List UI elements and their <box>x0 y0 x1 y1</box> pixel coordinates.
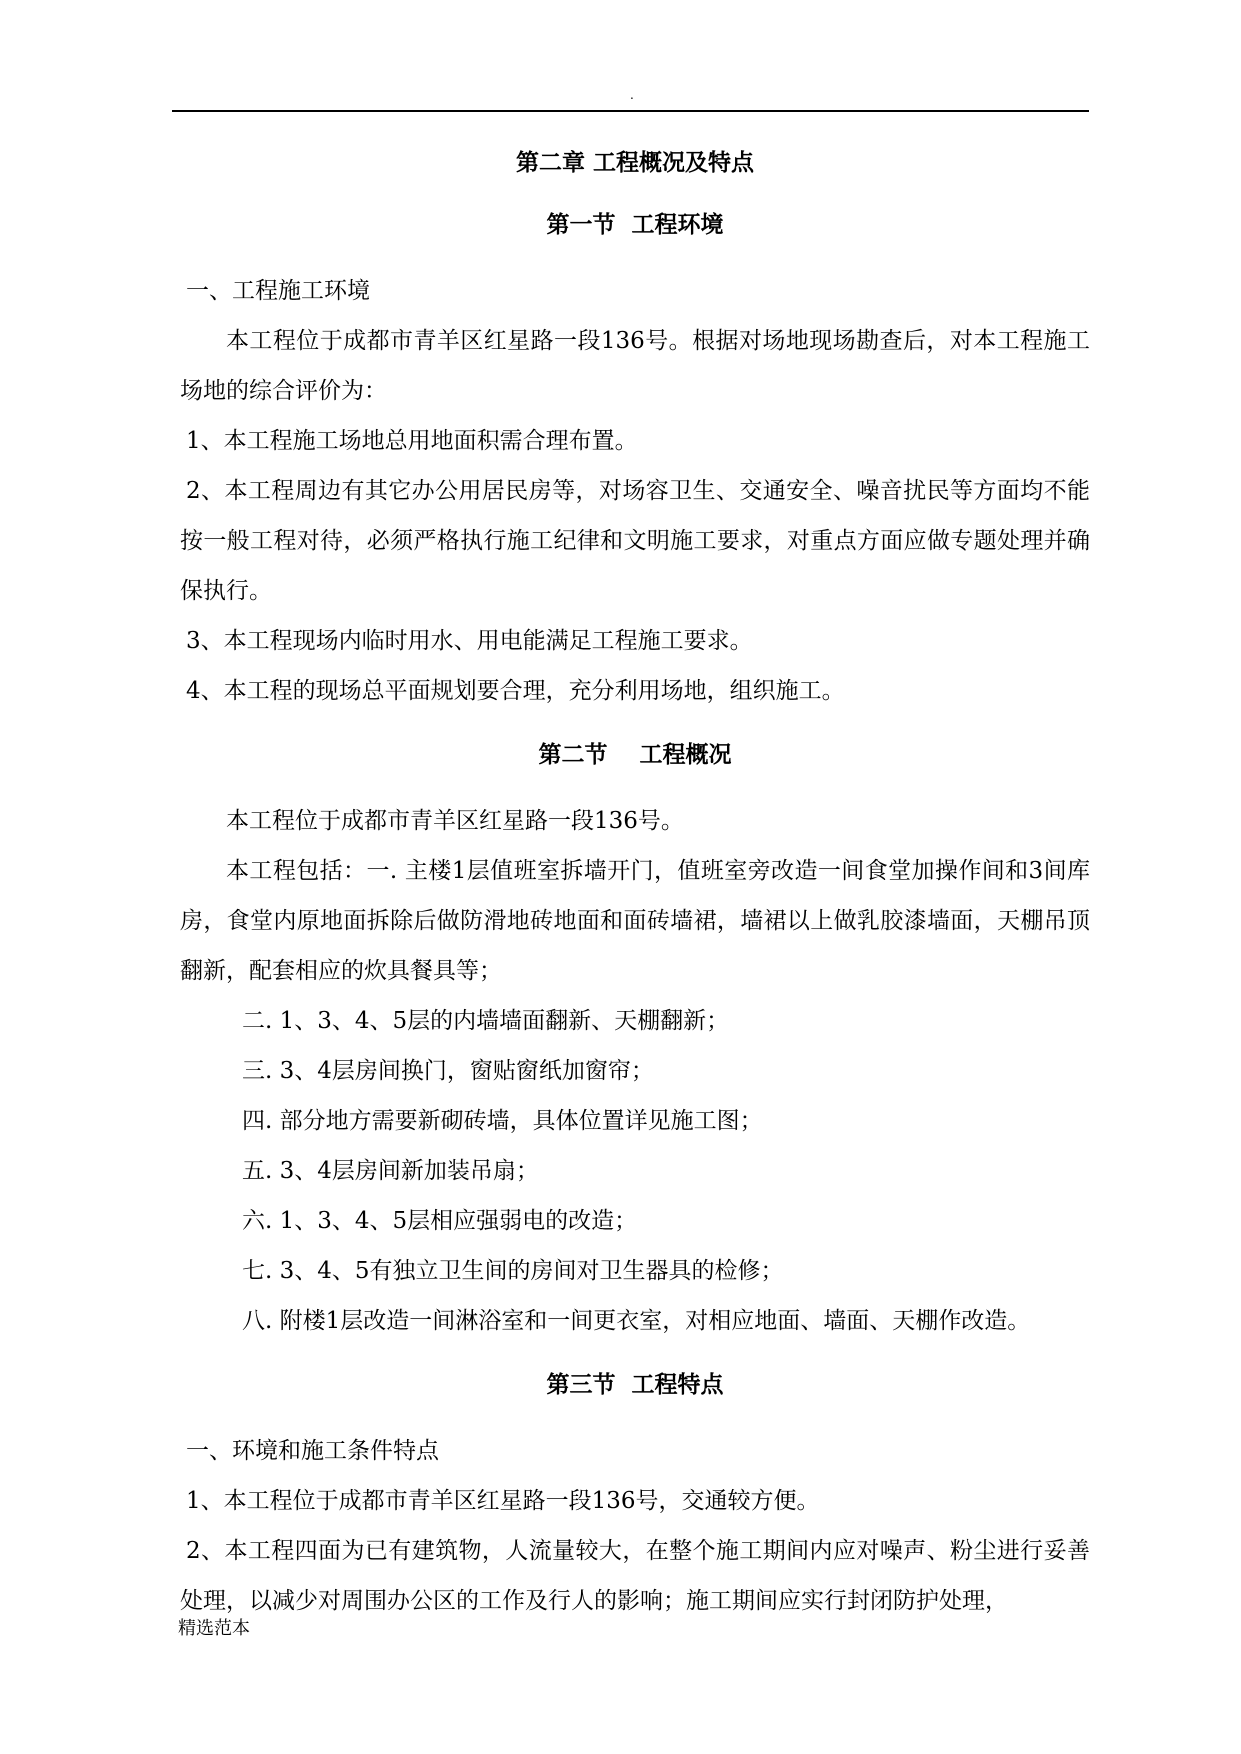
section2-scope-item: 四. 部分地方需要新砌砖墙，具体位置详见施工图； <box>242 1108 763 1134</box>
section1-item-1: 1、本工程施工场地总用地面积需合理布置。 <box>186 428 638 454</box>
section2-title: 第二节 工程概况 <box>538 742 732 768</box>
section1-item-4: 4、本工程的现场总平面规划要合理，充分利用场地，组织施工。 <box>186 678 845 704</box>
section1-subheading: 一、工程施工环境 <box>186 278 370 304</box>
section2-scope-item: 二. 1、3、4、5层的内墙墙面翻新、天棚翻新； <box>242 1008 730 1034</box>
section1-intro: 本工程位于成都市青羊区红星路一段136号。根据对场地现场勘查后，对本工程施工场地的综合评价为： <box>180 328 1090 404</box>
section2-scope-item: 六. 1、3、4、5层相应强弱电的改造； <box>242 1208 638 1234</box>
section1-title: 第一节 工程环境 <box>546 212 724 238</box>
section2-scope-intro: 本工程包括：一. 主楼1层值班室拆墙开门，值班室旁改造一间食堂加操作间和3间库房，食堂内原地面拆除后做防滑地砖地面和面砖墙裙，墙裙以上做乳胶漆墙面，天棚吊顶翻新，配套相应的炊具餐具等； <box>180 858 1090 984</box>
footer-text: 精选范本 <box>178 1618 250 1639</box>
section3-title: 第三节 工程特点 <box>546 1372 724 1398</box>
section2-scope-item: 三. 3、4层房间换门，窗贴窗纸加窗帘； <box>242 1058 654 1084</box>
section2-location: 本工程位于成都市青羊区红星路一段136号。 <box>226 808 684 834</box>
chapter-title: 第二章 工程概况及特点 <box>515 150 754 176</box>
section3-subheading: 一、环境和施工条件特点 <box>186 1438 439 1464</box>
section1-item-2: 2、本工程周边有其它办公用居民房等，对场容卫生、交通安全、噪音扰民等方面均不能按一般工程对待，必须严格执行施工纪律和文明施工要求，对重点方面应做专题处理并确保执行。 <box>180 478 1090 604</box>
section2-scope-item: 七. 3、4、5有独立卫生间的房间对卫生器具的检修； <box>242 1258 784 1284</box>
section3-item-2: 2、本工程四面为已有建筑物，人流量较大，在整个施工期间内应对噪声、粉尘进行妥善处理，以减少对周围办公区的工作及行人的影响；施工期间应实行封闭防护处理， <box>180 1538 1090 1614</box>
header-dot: . <box>630 88 634 102</box>
section3-item-1: 1、本工程位于成都市青羊区红星路一段136号，交通较方便。 <box>186 1488 820 1514</box>
header-rule <box>172 110 1089 112</box>
section2-scope-item: 五. 3、4层房间新加装吊扇； <box>242 1158 539 1184</box>
document-body <box>180 142 1090 1626</box>
section2-scope-item: 八. 附楼1层改造一间淋浴室和一间更衣室，对相应地面、墙面、天棚作改造。 <box>242 1308 1031 1334</box>
section1-item-3: 3、本工程现场内临时用水、用电能满足工程施工要求。 <box>186 628 753 654</box>
